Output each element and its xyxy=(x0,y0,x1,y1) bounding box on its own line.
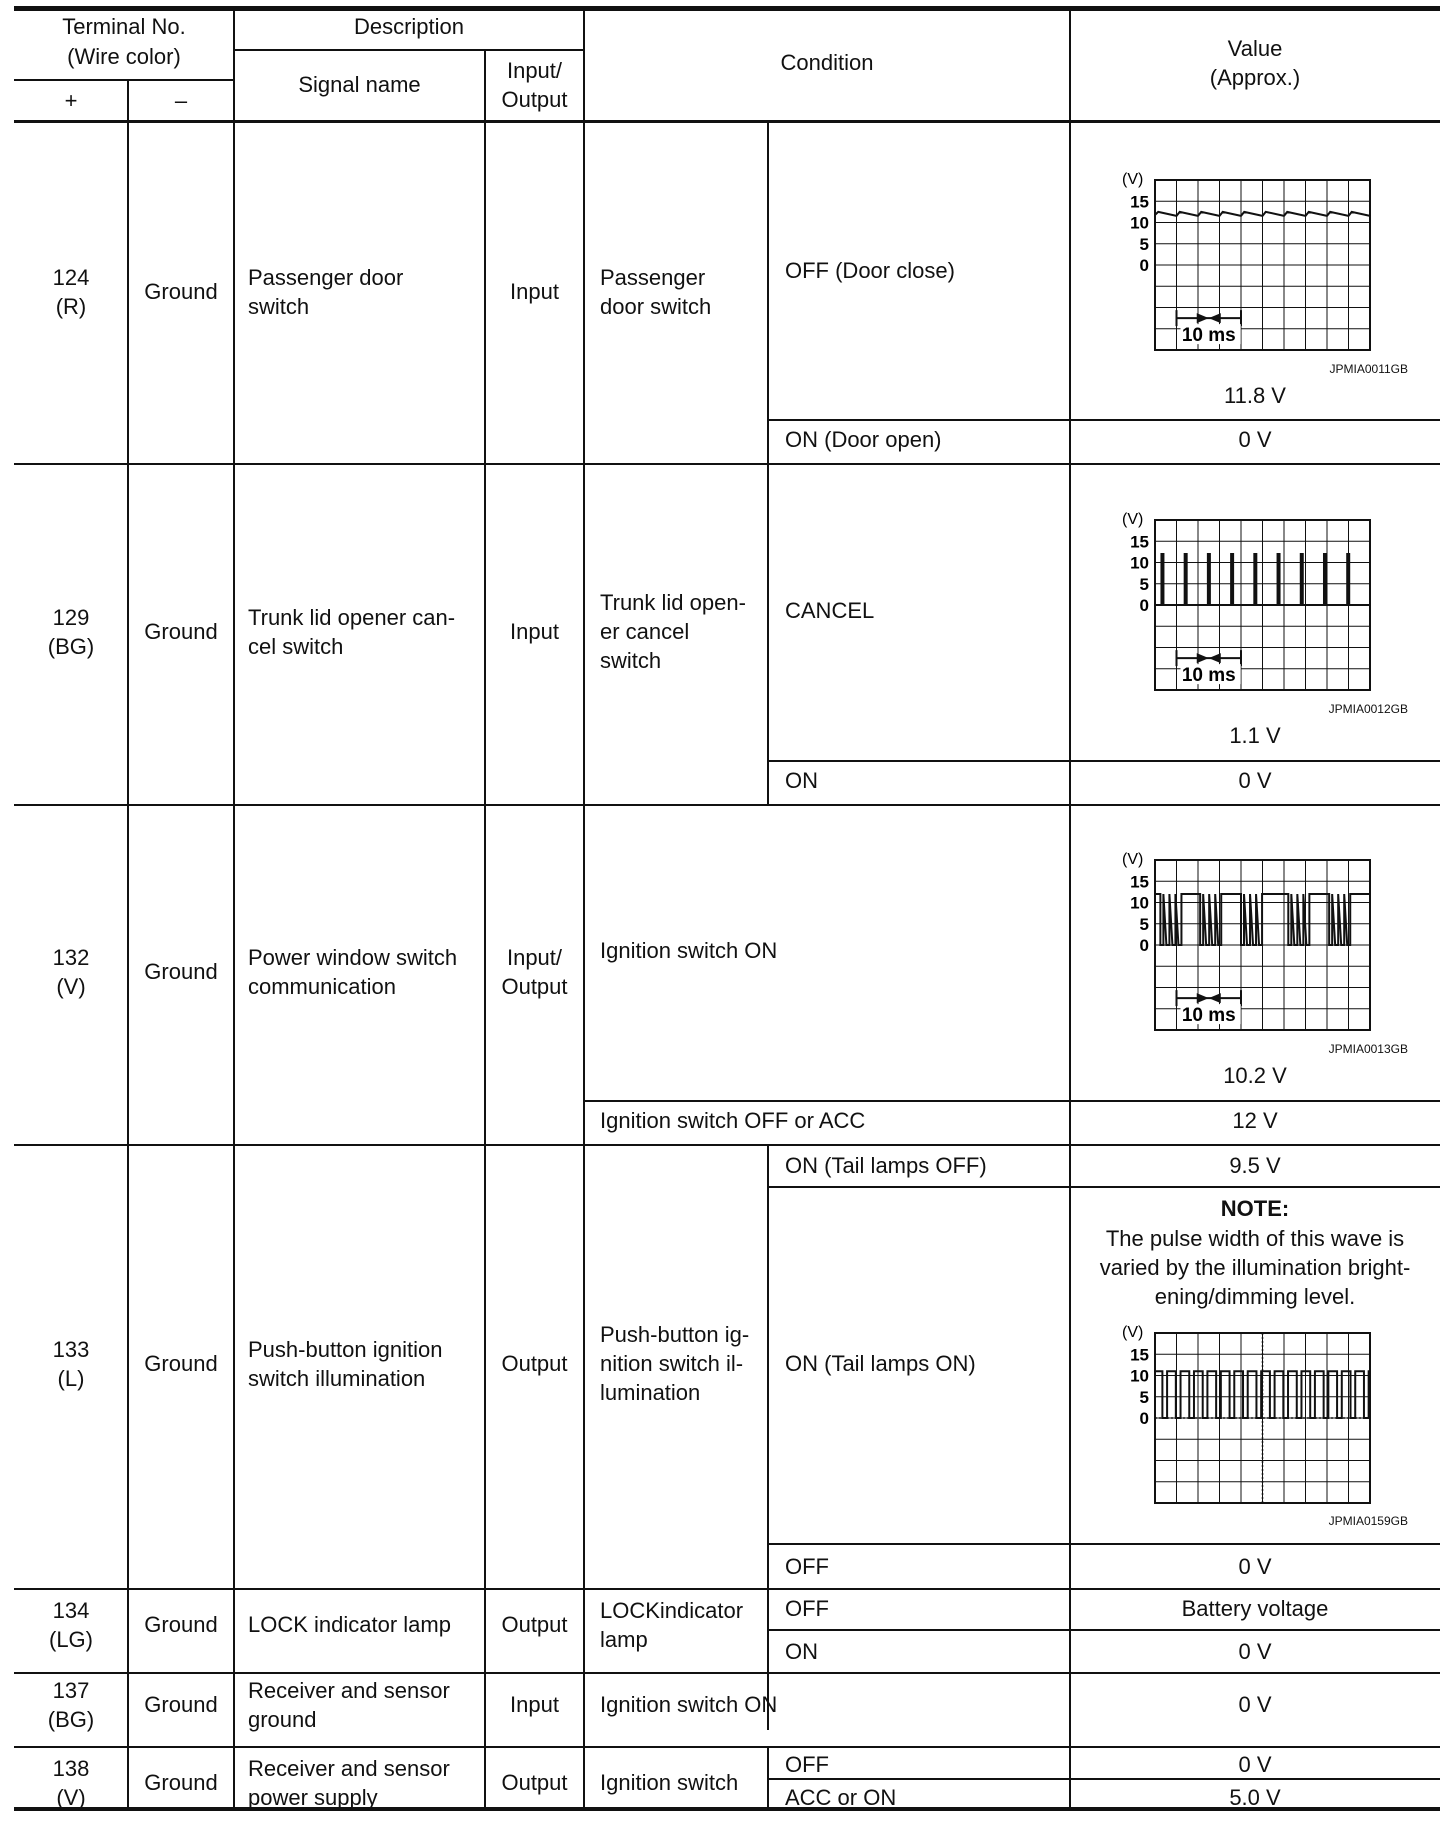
io-133: Output xyxy=(501,1351,568,1376)
axis-tick-label: 5 xyxy=(1139,234,1149,254)
axis-unit-label: (V) xyxy=(1122,171,1144,188)
time-div-label: 10 ms xyxy=(1181,665,1236,687)
value-132-off: 12 V xyxy=(1232,1108,1278,1133)
header-input-output: Input/ Output xyxy=(501,58,568,112)
value-133-tail-off: 9.5 V xyxy=(1229,1153,1281,1178)
signal-133: Push-button ignition switch illumination xyxy=(248,1337,443,1391)
value-129-cancel: 1.1 V xyxy=(1229,723,1281,748)
axis-tick-label: 0 xyxy=(1139,256,1149,275)
header-value: Value (Approx.) xyxy=(1209,36,1301,90)
cond-129-on: ON xyxy=(785,768,818,793)
axis-unit-label: (V) xyxy=(1122,851,1144,868)
io-134: Output xyxy=(501,1612,568,1637)
cond-124-on: ON (Door open) xyxy=(785,427,942,452)
value-134-on: 0 V xyxy=(1238,1639,1272,1664)
signal-124: Passenger door switch xyxy=(248,265,404,319)
header-plus: + xyxy=(64,88,78,113)
signal-138: Receiver and sensor power supply xyxy=(248,1756,450,1810)
ground-124: Ground xyxy=(144,279,218,304)
terminal-132: 132 (V) xyxy=(52,945,90,999)
cond-133-tail-on: ON (Tail lamps ON) xyxy=(785,1351,976,1376)
cond-138-off: OFF xyxy=(785,1752,829,1777)
cond-134-off: OFF xyxy=(785,1596,829,1621)
header-wire-color: (Wire color) xyxy=(67,44,181,69)
axis-tick-label: 10 xyxy=(1130,553,1149,573)
axis-tick-label: 0 xyxy=(1139,1409,1149,1428)
header-terminal-no: Terminal No. xyxy=(62,14,186,39)
ground-137: Ground xyxy=(144,1692,218,1717)
axis-tick-label: 5 xyxy=(1139,914,1149,934)
axis-unit-label: (V) xyxy=(1122,511,1144,528)
value-134-off: Battery voltage xyxy=(1181,1596,1329,1621)
axis-tick-label: 15 xyxy=(1130,1345,1149,1365)
value-132-on: 10.2 V xyxy=(1223,1063,1287,1088)
wave-code-133: JPMIA0159GB xyxy=(1328,1514,1408,1528)
axis-tick-label: 5 xyxy=(1139,1387,1149,1407)
cond-137: Ignition switch ON xyxy=(600,1692,778,1717)
axis-tick-label: 0 xyxy=(1139,936,1149,955)
waveform-129 xyxy=(1110,505,1380,695)
axis-unit-label: (V) xyxy=(1122,1324,1144,1341)
header-signal-name: Signal name xyxy=(298,72,421,97)
terminal-129: 129 (BG) xyxy=(47,605,95,659)
terminal-138: 138 (V) xyxy=(52,1756,90,1810)
value-138-off: 0 V xyxy=(1238,1752,1272,1777)
io-129: Input xyxy=(510,619,559,644)
ground-129: Ground xyxy=(144,619,218,644)
header-minus: – xyxy=(174,88,188,113)
cond-124-off: OFF (Door close) xyxy=(785,258,955,283)
cond-main-138: Ignition switch xyxy=(600,1770,739,1795)
axis-tick-label: 10 xyxy=(1130,213,1149,233)
axis-tick-label: 10 xyxy=(1130,1366,1149,1386)
terminal-134: 134 (LG) xyxy=(49,1598,93,1652)
io-137: Input xyxy=(510,1692,559,1717)
cond-133-tail-off: ON (Tail lamps OFF) xyxy=(785,1153,987,1178)
waveform-133 xyxy=(1110,1318,1380,1508)
signal-134: LOCK indicator lamp xyxy=(248,1612,451,1637)
cond-138-on: ACC or ON xyxy=(785,1785,897,1810)
note-text-133: The pulse width of this wave is varied by the illumination bright- ening/dimming level. xyxy=(1099,1226,1411,1309)
cond-132-off: Ignition switch OFF or ACC xyxy=(600,1108,866,1133)
cond-133-off: OFF xyxy=(785,1554,829,1579)
cond-main-129: Trunk lid open- er cancel switch xyxy=(600,590,746,673)
waveform-132 xyxy=(1110,845,1380,1035)
terminal-137: 137 (BG) xyxy=(47,1678,95,1732)
cond-main-124: Passenger door switch xyxy=(600,265,712,319)
io-124: Input xyxy=(510,279,559,304)
value-137: 0 V xyxy=(1238,1692,1272,1717)
time-div-label: 10 ms xyxy=(1181,1005,1236,1027)
axis-tick-label: 15 xyxy=(1130,192,1149,212)
io-132: Input/ Output xyxy=(501,945,568,999)
axis-tick-label: 10 xyxy=(1130,893,1149,913)
value-138-on: 5.0 V xyxy=(1229,1785,1281,1810)
cond-134-on: ON xyxy=(785,1639,818,1664)
value-129-on: 0 V xyxy=(1238,768,1272,793)
io-138: Output xyxy=(501,1770,568,1795)
wave-code-129: JPMIA0012GB xyxy=(1328,702,1408,716)
value-133-off: 0 V xyxy=(1238,1554,1272,1579)
ground-133: Ground xyxy=(144,1351,218,1376)
signal-129: Trunk lid opener can- cel switch xyxy=(248,605,456,659)
axis-tick-label: 0 xyxy=(1139,596,1149,615)
terminal-133: 133 (L) xyxy=(52,1337,90,1391)
header-description: Description xyxy=(353,14,465,39)
ground-132: Ground xyxy=(144,959,218,984)
cond-main-133: Push-button ig- nition switch il- lumination xyxy=(600,1322,750,1405)
signal-137: Receiver and sensor ground xyxy=(248,1678,450,1732)
value-124-off: 11.8 V xyxy=(1224,383,1286,408)
axis-tick-label: 15 xyxy=(1130,532,1149,552)
ground-134: Ground xyxy=(144,1612,218,1637)
wave-code-124: JPMIA0011GB xyxy=(1329,362,1408,376)
ground-138: Ground xyxy=(144,1770,218,1795)
wave-code-132: JPMIA0013GB xyxy=(1328,1042,1408,1056)
value-124-on: 0 V xyxy=(1238,427,1272,452)
cond-132-on: Ignition switch ON xyxy=(600,938,778,963)
time-div-label: 10 ms xyxy=(1181,325,1236,347)
axis-tick-label: 15 xyxy=(1130,872,1149,892)
cond-129-cancel: CANCEL xyxy=(785,598,875,623)
axis-tick-label: 5 xyxy=(1139,574,1149,594)
signal-132: Power window switch communication xyxy=(248,945,458,999)
cond-main-134: LOCKindicator lamp xyxy=(600,1598,744,1652)
note-title-133: NOTE: xyxy=(1220,1196,1290,1221)
header-condition: Condition xyxy=(780,50,874,75)
waveform-124 xyxy=(1110,165,1380,355)
terminal-124: 124 (R) xyxy=(52,265,90,319)
